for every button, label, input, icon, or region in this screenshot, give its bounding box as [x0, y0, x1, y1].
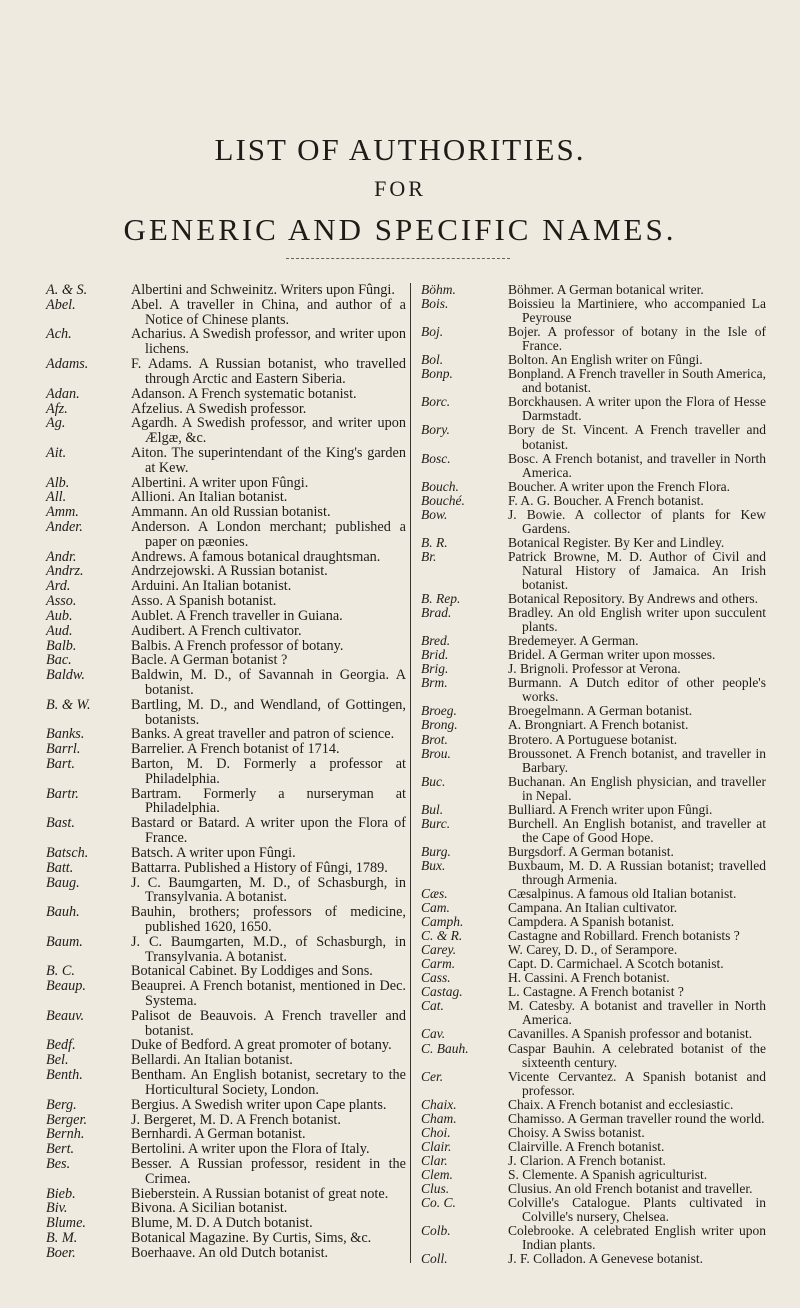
authority-entry: Burchell. An English botanist, and traveller at the Cape of Good Hope.	[508, 815, 766, 845]
page-subtitle: GENERIC AND SPECIFIC NAMES.	[123, 212, 677, 247]
abbreviation: Brou.	[421, 745, 451, 761]
abbreviation: Bred.	[421, 633, 451, 649]
abbreviation: B. R.	[421, 534, 448, 550]
authority-entry: Battarra. Published a History of Fûngi, 1789.	[131, 859, 388, 876]
page-title: LIST OF AUTHORITIES.	[214, 132, 586, 167]
authority-entry: Albertini and Schweinitz. Writers upon Fûngi.	[131, 282, 395, 298]
title-connector: FOR	[374, 176, 426, 201]
abbreviation: B. C.	[46, 963, 75, 980]
authority-entry: Capt. D. Carmichael. A Scotch botanist.	[508, 956, 724, 972]
abbreviation: Brong.	[421, 717, 458, 733]
abbreviation: Bast.	[46, 815, 75, 832]
abbreviation: B. & W.	[46, 696, 91, 713]
authority-entry: L. Castagne. A French botanist ?	[508, 984, 684, 1000]
authority-entry: Balbis. A French professor of botany.	[131, 637, 344, 654]
authority-entry: Bolton. An English writer on Fûngi.	[508, 352, 703, 368]
abbreviation: Burg.	[421, 843, 451, 859]
authority-entry: Colebrooke. A celebrated English writer upon Indian plants.	[508, 1223, 766, 1253]
authority-entry: Broegelmann. A German botanist.	[508, 703, 693, 719]
abbreviation: Coll.	[421, 1251, 448, 1267]
authority-entry: Barton, M. D. Formerly a professor at Philadelphia.	[131, 756, 406, 787]
abbreviation: Borc.	[421, 394, 451, 410]
authority-entry: W. Carey, D. D., of Serampore.	[508, 942, 678, 958]
authority-entry: A. Brongniart. A French botanist.	[508, 717, 689, 733]
authority-entry: Besser. A Russian professor, resident in the Crimea.	[131, 1155, 406, 1187]
abbreviation: B. M.	[46, 1230, 78, 1246]
authority-entry: Bulliard. A French writer upon Fûngi.	[508, 801, 713, 817]
abbreviation: Bedf.	[46, 1037, 76, 1054]
authority-entry: Castagne and Robillard. French botanists ?	[508, 928, 740, 944]
authority-entry: J. Bergeret, M. D. A French botanist.	[131, 1111, 341, 1128]
abbreviation: Brot.	[421, 731, 448, 747]
abbreviation: Ach.	[46, 326, 72, 343]
abbreviation: B. Rep.	[421, 591, 461, 607]
abbreviation: Cav.	[421, 1026, 446, 1042]
authority-entry: Banks. A great traveller and patron of science.	[131, 726, 395, 743]
abbreviation: Ard.	[46, 578, 71, 595]
authority-entry: Allioni. An Italian botanist.	[131, 489, 288, 506]
authority-entry: Barrelier. A French botanist of 1714.	[131, 741, 340, 758]
abbreviation: Castag.	[421, 984, 463, 1000]
authority-entry: Bentham. An English botanist, secretary to the Horticultural Society, London.	[131, 1067, 406, 1098]
abbreviation: Baum.	[46, 933, 83, 950]
abbreviation: Bieb.	[46, 1185, 76, 1202]
authority-entry: Asso. A Spanish botanist.	[131, 593, 277, 610]
authority-entry: Caspar Bauhin. A celebrated botanist of the sixteenth century.	[508, 1040, 766, 1070]
authority-entry: Bertolini. A writer upon the Flora of Italy.	[131, 1141, 370, 1158]
abbreviation: Bel.	[46, 1052, 69, 1069]
authority-entry: Albertini. A writer upon Fûngi.	[131, 474, 309, 491]
authority-entry: Buxbaum, M. D. A Russian botanist; travelled through Armenia.	[508, 857, 766, 887]
authority-entry: Bieberstein. A Russian botanist of great note.	[131, 1185, 389, 1202]
abbreviation: Baldw.	[46, 667, 85, 684]
authority-entry: Brotero. A Portuguese botanist.	[508, 731, 678, 747]
abbreviation: Bow.	[421, 506, 448, 522]
authority-entry: Abel. A traveller in China, and author of a Notice of Chinese plants.	[131, 296, 406, 328]
column-divider	[410, 283, 411, 1263]
authority-entry: F. A. G. Boucher. A French botanist.	[508, 492, 704, 508]
abbreviation: Brad.	[421, 605, 452, 621]
abbreviation: Cat.	[421, 998, 444, 1014]
abbreviation: Cæs.	[421, 886, 448, 902]
abbreviation: Berg.	[46, 1096, 77, 1113]
authority-entry: Botanical Cabinet. By Loddiges and Sons.	[131, 963, 373, 980]
right-entry-column	[508, 283, 766, 1266]
abbreviation: Burc.	[421, 815, 451, 831]
abbreviation: Chaix.	[421, 1096, 457, 1112]
abbreviation: Bes.	[46, 1155, 71, 1172]
authority-entry: Audibert. A French cultivator.	[131, 622, 302, 639]
authority-entry: Bernhardi. A German botanist.	[131, 1126, 306, 1143]
abbreviation: Bernh.	[46, 1126, 85, 1143]
abbreviation: Bol.	[421, 352, 444, 368]
abbreviation: Clem.	[421, 1166, 453, 1182]
authority-entry: Broussonet. A French botanist, and traveller in Barbary.	[508, 745, 766, 775]
abbreviation: Afz.	[46, 400, 68, 417]
authority-entry: Arduini. An Italian botanist.	[131, 578, 292, 595]
authority-entry: Aublet. A French traveller in Guiana.	[131, 607, 343, 624]
authority-entry: Bradley. An old English writer upon succulent plants.	[508, 605, 766, 635]
authority-entry: Campdera. A Spanish botanist.	[508, 914, 675, 930]
abbreviation: Cer.	[421, 1068, 444, 1084]
abbreviation: Abel.	[46, 296, 76, 313]
authority-entry: Duke of Bedford. A great promoter of botany.	[131, 1037, 392, 1054]
abbreviation: Bux.	[421, 857, 446, 873]
abbreviation: Ait.	[46, 444, 67, 461]
authority-entry: Patrick Browne, M. D. Author of Civil and Natural History of Jamaica. An Irish botanist.	[508, 548, 766, 592]
abbreviation: Banks.	[46, 726, 85, 743]
abbreviation: Beauv.	[46, 1007, 85, 1024]
abbreviation: Alb.	[46, 474, 70, 491]
abbreviation: Bauh.	[46, 904, 80, 921]
authority-entry: Afzelius. A Swedish professor.	[131, 400, 307, 417]
abbreviation: Ag.	[46, 415, 66, 432]
authority-entry: Boissieu la Martiniere, who accompanied La Peyrouse	[508, 296, 766, 326]
abbreviation: Aub.	[46, 607, 73, 624]
authority-entry: Chamisso. A German traveller round the world.	[508, 1110, 765, 1126]
authority-entry: Boerhaave. An old Dutch botanist.	[131, 1244, 329, 1261]
authority-entry: Cavanilles. A Spanish professor and botanist.	[508, 1026, 753, 1042]
abbreviation: Bert.	[46, 1141, 75, 1158]
abbreviation: Adan.	[46, 385, 80, 402]
authority-entry: Agardh. A Swedish professor, and writer upon Ælgæ, &c.	[131, 415, 406, 447]
abbreviation: Bosc.	[421, 450, 451, 466]
authority-entry: Bredemeyer. A German.	[508, 633, 639, 649]
authority-entry: Bridel. A German writer upon mosses.	[508, 647, 716, 663]
authority-entry: Bergius. A Swedish writer upon Cape plants.	[131, 1096, 387, 1113]
authority-entry: H. Cassini. A French botanist.	[508, 970, 670, 986]
abbreviation: Bouch.	[421, 478, 459, 494]
authority-entry: Botanical Magazine. By Curtis, Sims, &c.	[131, 1230, 372, 1246]
authority-entry: F. Adams. A Russian botanist, who travelled through Arctic and Eastern Siberia.	[131, 356, 406, 387]
abbreviation: Cass.	[421, 970, 451, 986]
abbreviation: Cam.	[421, 900, 450, 916]
authority-entry: Aiton. The superintendant of the King's garden at Kew.	[131, 444, 406, 476]
abbreviation: Bory.	[421, 422, 450, 438]
abbreviation: Aud.	[46, 622, 73, 639]
authority-entry: Borckhausen. A writer upon the Flora of Hesse Darmstadt.	[508, 394, 766, 424]
abbreviation: Brm.	[421, 675, 448, 691]
abbreviation: Bart.	[46, 756, 75, 772]
abbreviation: All.	[46, 489, 67, 506]
authority-entry: Bonpland. A French traveller in South America, and botanist.	[508, 366, 766, 396]
authority-entry: Palisot de Beauvois. A French traveller and botanist.	[131, 1007, 406, 1039]
abbreviation: Camph.	[421, 914, 464, 930]
authority-entry: Choisy. A Swiss botanist.	[508, 1124, 645, 1140]
abbreviation: Co. C.	[421, 1195, 456, 1211]
authority-entry: J. C. Baumgarten, M. D., of Schasburgh, in Transylvania. A botanist.	[131, 874, 406, 906]
title-divider	[286, 258, 510, 259]
abbreviation: Choi.	[421, 1124, 451, 1140]
authority-entry: Beauprei. A French botanist, mentioned in Dec. Systema.	[131, 978, 406, 1009]
authority-entry: Bauhin, brothers; professors of medicine, published 1620, 1650.	[131, 904, 406, 935]
abbreviation: C. Bauh.	[421, 1040, 469, 1056]
abbreviation: Boer.	[46, 1244, 76, 1261]
abbreviation: Bul.	[421, 801, 444, 817]
abbreviation: Böhm.	[421, 282, 456, 297]
authority-entry: Bartling, M. D., and Wendland, of Gottingen, botanists.	[131, 696, 406, 728]
authority-entry: Blume, M. D. A Dutch botanist.	[131, 1215, 313, 1232]
authority-entry: Adanson. A French systematic botanist.	[131, 385, 357, 402]
abbreviation: Bartr.	[46, 785, 79, 802]
authority-entry: Campana. An Italian cultivator.	[508, 900, 678, 916]
authority-entry: J. Clarion. A French botanist.	[508, 1152, 666, 1168]
authority-entry: Bosc. A French botanist, and traveller in North America.	[508, 450, 766, 480]
abbreviation: Benth.	[46, 1067, 83, 1084]
authority-entry: Böhmer. A German botanical writer.	[508, 282, 704, 297]
authority-entry: Andrzejowski. A Russian botanist.	[131, 563, 328, 580]
authority-entry: J. F. Colladon. A Genevese botanist.	[508, 1251, 704, 1267]
authority-entry: J. C. Baumgarten, M.D., of Schasburgh, in Transylvania. A botanist.	[131, 933, 406, 965]
abbreviation: Batsch.	[46, 844, 89, 861]
abbreviation: A. & S.	[46, 282, 88, 298]
abbreviation: Barrl.	[46, 741, 81, 758]
authority-entry: Vicente Cervantez. A Spanish botanist and professor.	[508, 1068, 766, 1098]
authority-entry: Baldwin, M. D., of Savannah in Georgia. A botanist.	[131, 667, 406, 698]
abbreviation: Brid.	[421, 647, 449, 663]
authority-entry: Bojer. A professor of botany in the Isle of France.	[508, 324, 766, 354]
abbreviation: Ander.	[46, 519, 83, 535]
abbreviation: Colb.	[421, 1223, 451, 1239]
authority-entry: Anderson. A London merchant; published a paper on pæonies.	[131, 519, 406, 550]
abbreviation: Broeg.	[421, 703, 457, 719]
authority-entry: J. Brignoli. Professor at Verona.	[508, 661, 681, 677]
abbreviation: Blume.	[46, 1215, 86, 1232]
abbreviation: Bac.	[46, 652, 72, 669]
abbreviation: Andrz.	[46, 563, 84, 580]
authority-entry: Bartram. Formerly a nurseryman at Philadelphia.	[131, 785, 406, 817]
abbreviation: Bonp.	[421, 366, 453, 382]
abbreviation: Beaup.	[46, 978, 86, 995]
abbreviation: Carm.	[421, 956, 456, 972]
authority-entry: M. Catesby. A botanist and traveller in North America.	[508, 998, 766, 1028]
authority-entry: J. Bowie. A collector of plants for Kew Gardens.	[508, 506, 766, 536]
abbreviation: Brig.	[421, 661, 449, 677]
authority-entry: Chaix. A French botanist and ecclesiastic.	[508, 1096, 734, 1112]
authority-entry: Clairville. A French botanist.	[508, 1138, 665, 1154]
abbreviation: Berger.	[46, 1111, 88, 1128]
authority-entry: S. Clemente. A Spanish agriculturist.	[508, 1166, 708, 1182]
left-entry-column	[131, 283, 406, 1261]
abbreviation: Bouché.	[421, 492, 465, 508]
authority-entry: Acharius. A Swedish professor, and writer upon lichens.	[131, 326, 406, 358]
abbreviation: Boj.	[421, 324, 444, 340]
abbreviation: Baug.	[46, 874, 80, 891]
authority-entry: Botanical Register. By Ker and Lindley.	[508, 534, 725, 550]
abbreviation: Clus.	[421, 1181, 450, 1196]
abbreviation: Adams.	[46, 356, 89, 373]
authority-entry: Bastard or Batard. A writer upon the Flora of France.	[131, 815, 406, 847]
abbreviation: Br.	[421, 548, 437, 564]
abbreviation: Amm.	[46, 504, 79, 521]
abbreviation: Asso.	[46, 593, 77, 610]
authority-entry: Cæsalpinus. A famous old Italian botanist.	[508, 886, 737, 902]
authority-entry: Burmann. A Dutch editor of other people's works.	[508, 675, 766, 705]
abbreviation: Clair.	[421, 1138, 452, 1154]
authority-entry: Boucher. A writer upon the French Flora.	[508, 478, 730, 494]
abbreviation: Bois.	[421, 296, 449, 312]
abbreviation: Biv.	[46, 1200, 68, 1217]
authority-entry: Andrews. A famous botanical draughtsman.	[131, 548, 381, 565]
authority-entry: Bivona. A Sicilian botanist.	[131, 1200, 288, 1217]
authority-entry: Buchanan. An English physician, and traveller in Nepal.	[508, 773, 766, 803]
abbreviation: Clar.	[421, 1152, 448, 1168]
abbreviation: Batt.	[46, 859, 74, 876]
authority-entry: Bellardi. An Italian botanist.	[131, 1052, 293, 1069]
authority-entry: Botanical Repository. By Andrews and others.	[508, 591, 758, 607]
authority-entry: Bacle. A German botanist ?	[131, 652, 288, 669]
authority-entry: Burgsdorf. A German botanist.	[508, 843, 674, 859]
authority-entry: Colville's Catalogue. Plants cultivated in Colville's nursery, Chelsea.	[508, 1195, 766, 1225]
authority-entry: Bory de St. Vincent. A French traveller and botanist.	[508, 422, 766, 452]
abbreviation: Buc.	[421, 773, 446, 789]
abbreviation: C. & R.	[421, 928, 463, 944]
abbreviation: Cham.	[421, 1110, 457, 1126]
abbreviation: Balb.	[46, 637, 77, 654]
authority-entry: Batsch. A writer upon Fûngi.	[131, 844, 296, 861]
abbreviation: Carey.	[421, 942, 457, 958]
authority-entry: Ammann. An old Russian botanist.	[131, 504, 331, 521]
authority-entry: Clusius. An old French botanist and traveller.	[508, 1181, 753, 1196]
abbreviation: Andr.	[46, 548, 77, 565]
